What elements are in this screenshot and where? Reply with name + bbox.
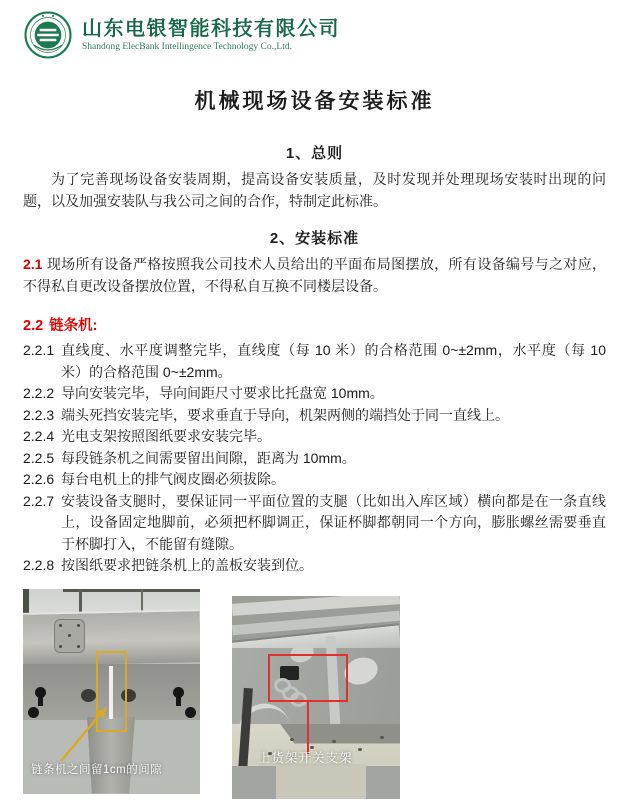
photo-switch-bracket xyxy=(232,596,400,799)
list-item-number: 2.2.1 xyxy=(23,342,55,358)
list-item xyxy=(23,426,606,448)
list-item-number: 2.2.6 xyxy=(23,471,55,487)
list-item xyxy=(23,383,606,405)
section-1-paragraph: 为了完善现场设备安装周期，提高设备安装质量，及时发现并处理现场安装时出现的问题，以及加强安装队与我公司之间的合作，特制定此标准。 xyxy=(23,171,606,209)
switch-pointer-line xyxy=(307,702,309,754)
item-2-1 xyxy=(23,253,606,297)
item-2-1-text: 现场所有设备严格按照我公司技术人员给出的平面布局图摆放，所有设备编号与之对应，不得私自更改设备摆放位置，不得私自互换不同楼层设备。 xyxy=(23,256,606,294)
list-item xyxy=(23,469,606,491)
deck-hole xyxy=(358,748,362,751)
list-item-number: 2.2.8 xyxy=(23,557,55,573)
company-name-cn: 山东电银智能科技有限公司 xyxy=(82,18,340,40)
subsection-2-2-heading xyxy=(23,316,606,336)
list-item-number: 2.2.3 xyxy=(23,406,55,423)
deck-hole xyxy=(290,738,294,741)
company-header xyxy=(23,0,606,58)
standards-list xyxy=(23,340,606,577)
item-2-1-number: 2.1 xyxy=(23,256,43,272)
subsection-2-2-title: 链条机: xyxy=(49,318,98,334)
list-item-number: 2.2.4 xyxy=(23,428,55,444)
company-names xyxy=(82,18,340,52)
list-item-text: 按图纸要求把链条机上的盖板安装到位。 xyxy=(61,557,313,573)
section-2-heading: 2、安装标准 xyxy=(269,230,360,247)
list-item-text: 直线度、水平度调整完毕，直线度（每 10 米）的合格范围 0~±2mm，水平度（每 10 米）的合格范围 0~±2mm。 xyxy=(61,342,606,380)
list-item-text: 每台电机上的排气阀皮圈必须拔除。 xyxy=(61,471,285,487)
section-1-heading: 1、总则 xyxy=(285,145,344,162)
list-item xyxy=(23,448,606,470)
list-item-text: 导向安装完毕，导向间距尺寸要求比托盘宽 10mm。 xyxy=(61,385,384,401)
list-item-text: 端头死挡安装完毕，要求垂直于导向，机架两侧的端挡处于同一直线上。 xyxy=(61,406,509,423)
deck-hole xyxy=(380,736,384,739)
list-item-number: 2.2.7 xyxy=(23,492,55,509)
photo-section xyxy=(23,589,606,801)
list-item xyxy=(23,405,606,427)
photo-caption-right: 上货架开关支架 xyxy=(258,750,353,765)
photo-caption-left: 链条机之间留1cm的间隙 xyxy=(31,763,163,776)
company-name-en: Shandong ElecBank Intellingence Technology Co.,Ltd. xyxy=(82,42,292,52)
switch-highlight-rectangle xyxy=(268,654,348,702)
deck-shadow xyxy=(280,724,400,744)
list-item xyxy=(23,555,606,577)
list-item-text: 每段链条机之间需要留出间隙，距离为 10mm。 xyxy=(61,449,356,466)
list-item xyxy=(23,491,606,556)
company-logo-icon xyxy=(23,10,73,60)
lower-frame-face xyxy=(276,764,366,799)
document-title: 机械现场设备安装标准 xyxy=(194,90,435,113)
list-item xyxy=(23,340,606,383)
list-item-number: 2.2.2 xyxy=(23,385,55,401)
deck-hole xyxy=(332,740,336,743)
list-item-text: 安装设备支腿时，要保证同一平面位置的支腿（比如出入库区域）横向都是在一条直线上，设备固定地脚前，必须把杯脚调正，保证杯脚都朝同一个方向，膨胀螺丝需要垂直于杯脚打入，不能留有缝隙。 xyxy=(61,492,606,552)
subsection-2-2-number: 2.2 xyxy=(23,318,44,334)
list-item-text: 光电支架按照图纸要求安装完毕。 xyxy=(61,428,271,444)
photo-chain-gap xyxy=(23,589,200,794)
list-item-number: 2.2.5 xyxy=(23,449,55,466)
